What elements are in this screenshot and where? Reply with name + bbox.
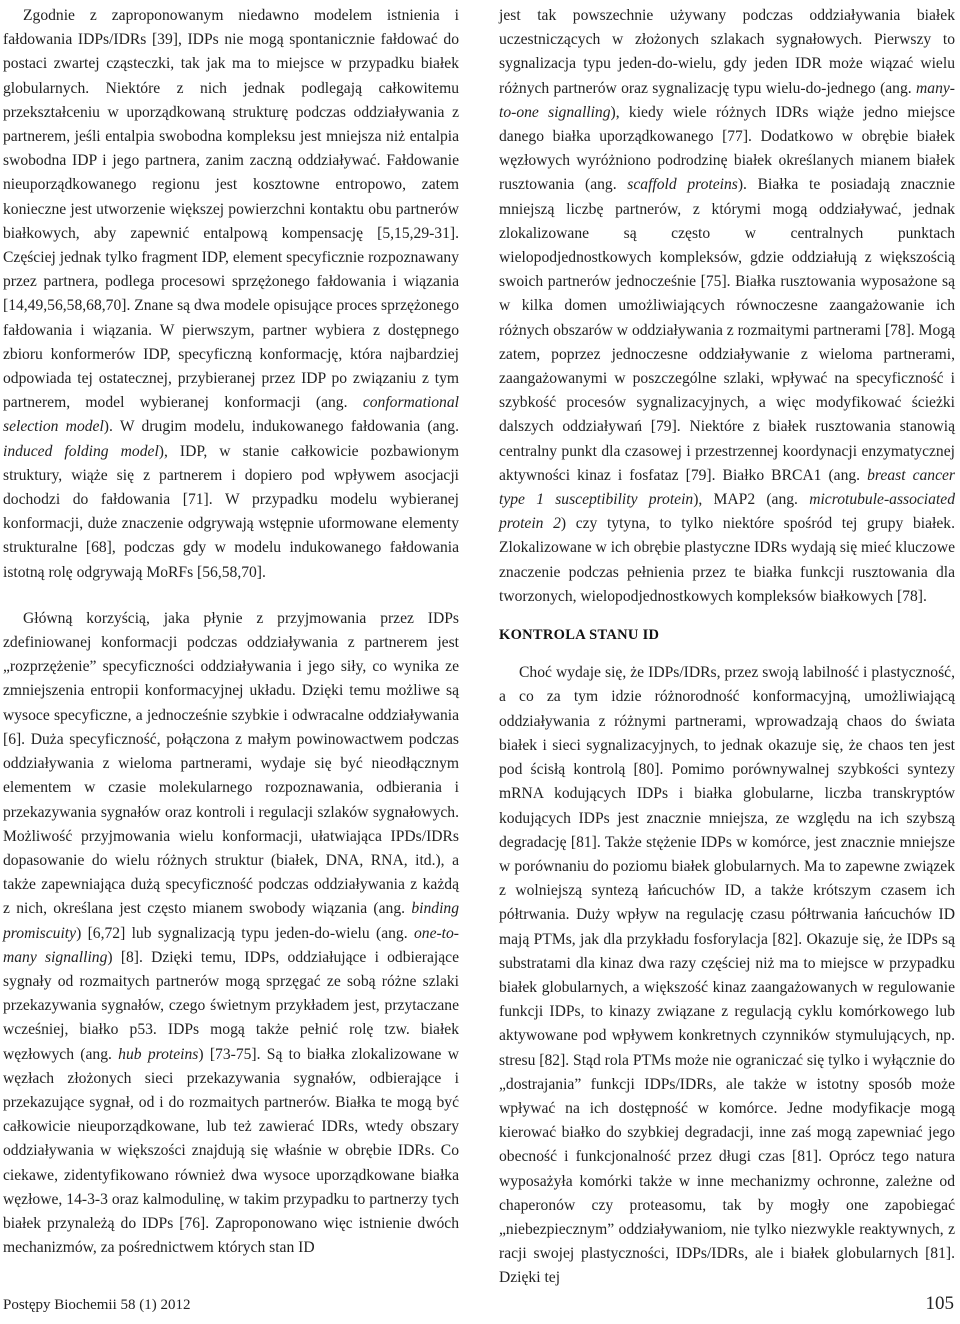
text-run: ) [6,72] lub sygnalizacją typu jeden-do-wielu (ang. [76, 924, 414, 942]
text-run: ). W drugim modelu, indukowanego fałdowania (ang. [103, 418, 459, 436]
text-run: ). Białka te posiadają znacznie mniejszą liczbę partnerów, z którymi mogą oddziaływać, jednak zlokalizowane są często w centralnych punktach wielopodjednostkowych kompleksów, gdzie oddziałują z większością swoich partnerów jednocześnie [75]. Białka rusztowania wyposażone są w kilka domen umożliwiających równoczesne zaangażowanie ich różnych obszarów w oddziaływania z rozmaitymi partnerami [78]. Mogą zatem, poprzez jednoczesne oddziaływanie z wieloma partnerami, zaangażowanymi w poszczególne szlaki, wpływać na specyficzność i szybkość procesów sygnalizacyjnych, a więc modyfikować ścieżki dalszych oddziaływań [79]. Niektóre z białek rusztowania stanowią centralny punkt dla czasowej i przestrzennej koordynacji enzymatycznej aktywności kinaz i fosfataz [79]. Białko BRCA1 (ang. [499, 176, 955, 484]
text-run: ), MAP2 (ang. [693, 491, 810, 509]
italic-term: binding promiscuity [3, 900, 459, 942]
text-run: Zgodnie z zaproponowanym niedawno modelem istnienia i fałdowania IDPs/IDRs [39], IDPs nie mogą spontanicznie fałdować do postaci zwartej cząsteczki, tak jak ma to miejsce w przypadku białek globularnych. Niektóre z nich jednak podlegają całkowitemu przekształceniu w uporządkowaną strukturę podczas oddziaływania z partnerem, jeśli entalpia swobodna kompleksu jest mniejsza niż entalpia swobodna IDP i jego partnera, zanim zaczną oddziaływać. Fałdowanie nieuporządkowanego regionu jest kosztowne entropowo, zatem konieczne jest utworzenie większej powierzchni kontaktu obu partnerów białkowych, aby zapewnić entalpową kompensację [5,15,29-31]. Częściej jednak tylko fragment IDP, element specyficznie rozpoznawany przez partnera, podlega procesowi sprzężonego fałdowania i wiązania [14,49,56,58,68,70]. Znane są dwa modele opisujące proces sprzężonego fałdowania i wiązania. W pierwszym, partner wybiera z dostępnego zbioru konformerów IDP, specyficzną konformację, która najbardziej odpowiada tej ostatecznej, przybieranej przez IDP po związaniu z tym partnerem, model wybieranej konformacji (ang. [3, 7, 459, 412]
text-run: Główną korzyścią, jaka płynie z przyjmowania przez IDPs zdefiniowanej konformacji podczas oddziaływania z partnerem jest „rozprzężenie” specyficzności oddziaływania i jego siły, co wynika ze zmniejszenia entropii konformacyjnej układu. Dzięki temu możliwe są wysoce specyficzne, a jednocześnie szybkie i odwracalne oddziaływania [6]. Duża specyficzność, połączona z małym powinowactwem podczas oddziaływania z wieloma partnerami, wydaje się być nieodłącznym elementem w czasie molekularnego rozpoznawania, odbierania i przekazywania sygnałów oraz kontroli i regulacji szlaków sygnałowych. Możliwość przyjmowania wielu konformacji, ułatwiająca IPDs/IDRs dopasowanie do wielu różnych struktur (białek, DNA, RNA, itd.), a także zapewniająca dużą specyficzność podczas oddziaływania z każdą z nich, określana jest często mianem swobody wiązania (ang. [3, 609, 459, 918]
text-run: Choć wydaje się, że IDPs/IDRs, przez swoją labilność i plastyczność, a co za tym idzie różnorodność konformacyjną, umożliwiającą oddziaływania z różnymi partnerami, wprowadzają chaos do świata białek i sieci sygnalizacyjnych, to jednak okazuje się, że chaos ten jest pod ścisłą kontrolą [80]. Pomimo porównywalnej szybkości syntezy mRNA kodujących IDPs i białka globularne, liczba transkryptów kodujących IDPs jest znacznie mniejsza, ze względu na ich szybszą degradację [81]. Także stężenie IDPs w komórce, jest znacznie mniejsze w porównaniu do poziomu białek globularnych. Ma to zapewne związek z wolniejszą syntezą łańcuchów ID, a także krótszym czasem ich półtrwania. Duży wpływ na regulację czasu półtrwania łańcuchów ID mają PTMs, jak dla przykładu fosforylacja [82]. Okazuje się, że IDPs są substratami dla kinaz dwa razy częściej niż ma to miejsce w przypadku białek globularnych, a większość kinaz zaangażowanych w regulowanie funkcji IDPs, to kinazy związane z regulacją cyklu komórkowego lub aktywowane pod wpływem konkretnych czynników stymulujących, np. stresu [82]. Stąd rola PTMs może nie ograniczać się tylko i wyłącznie do „dostrajania” funkcji IDPs/IDRs, ale także w istotny sposób może wpływać na ich dostępność w komórce. Jedne modyfikacje mogą kierować białko do szybkiej degradacji, inne zaś mogą zapewniać jego obecność i funkcjonalność przez długi czas [81]. Oprócz tego natura wyposażyła komórki także w inne mechanizmy ochronne, zależne od chaperonów czy proteasomu, tak by mogły one zapobiegać „niebezpiecznym” oddziaływaniom, nie tylko niezwykle reaktywnych, z racji swojej plastyczności, IDPs/IDRs, ale i białek globularnych [81]. Dzięki tej [499, 664, 955, 1287]
text-run: ) czy tytyna, to tylko niektóre spośród tej grupy białek. Zlokalizowane w ich obrębie plastyczne IDRs wydają się mieć kluczowe znaczenie podczas pełnienia przez te białka funkcji rusztowania dla tworzonych, wielopodjednostkowych kompleksów białkowych [78]. [499, 515, 955, 605]
italic-term: one-to-many signalling [3, 924, 459, 966]
text-run: ) [73-75]. Są to białka zlokalizowane w węzłach złożonych sieci przekazywania sygnałów, odbierające i przekazujące sygnał, od i do rozmaitych partnerów. Białka te mogą być całkowicie nieuporządkowane, lub też zawierać IDRs, wtedy obszary oddziaływania w większości znajdują się właśnie w obrębie IDRs. Co ciekawe, zidentyfikowano również dwa wysoce uporządkowane białka węzłowe, 14-3-3 oraz kalmodulinę, w takim przypadku to partnerzy tych białek przynależą do IDPs [76]. Zaproponowano więc istnienie dwóch mechanizmów, za pośrednictwem których stan ID [3, 1045, 460, 1257]
text-run: ) [8]. Dzięki temu, IDPs, oddziałujące i odbierające sygnały od rozmaitych partnerów mogą sprzęgać ze sobą różne szlaki przekazywania sygnałów, czego świetnym przykładem jest, przytaczane wcześniej, białko p53. IDPs mogą także pełnić rolę tzw. białek węzłowych (ang. [3, 948, 459, 1063]
text-run: ), IDP, w stanie całkowicie pozbawionym struktury, wiąże się z partnerem i dopiero pod wpływem asocjacji dochodzi do fałdowania [71]. W przypadku modelu wybieranej konformacji, duże znaczenie odgrywają wstępnie uformowane elementy strukturalne [68], podczas gdy w modelu indukowanego fałdowania istotną rolę odgrywają MoRFs [56,58,70]. [3, 442, 459, 581]
left-column [3, 4, 459, 1260]
right-paragraph-2 [499, 661, 955, 1290]
paragraph-gap [3, 585, 459, 607]
page-number: 105 [925, 1293, 954, 1314]
italic-term: scaffold proteins [627, 176, 738, 194]
right-column [499, 4, 955, 1291]
text-run: jest tak powszechnie używany podczas oddziaływania białek uczestniczących w złożonych szlakach sygnałowych. Pierwszy to sygnalizacja typu jeden-do-wielu, gdy jeden IDR może wiązać wielu różnych partnerów oraz sygnalizację typu wielu-do-jednego (ang. [499, 7, 955, 97]
section-heading: KONTROLA STANU ID [499, 627, 660, 644]
italic-term: induced folding model [3, 442, 159, 460]
italic-term: breast cancer type 1 susceptibility protein [499, 466, 955, 509]
journal-footer: Postępy Biochemii 58 (1) 2012 [3, 1297, 191, 1313]
italic-term: hub proteins [118, 1045, 199, 1063]
italic-term: many-to-one signalling [499, 79, 955, 121]
right-paragraph-1 [499, 4, 955, 609]
left-paragraph-1 [3, 4, 459, 585]
text-run: ), kiedy wiele różnych IDRs wiąże jedno miejsce danego białka uporządkowanego [77]. Dodatkowo w obrębie białek węzłowych wyróżniono podrodzinę białek określanych mianem białek rusztowania (ang. [499, 103, 955, 194]
italic-term: microtubule-associated protein 2 [499, 491, 955, 533]
left-paragraph-2 [3, 607, 459, 1260]
italic-term: conformational selection model [3, 394, 459, 436]
